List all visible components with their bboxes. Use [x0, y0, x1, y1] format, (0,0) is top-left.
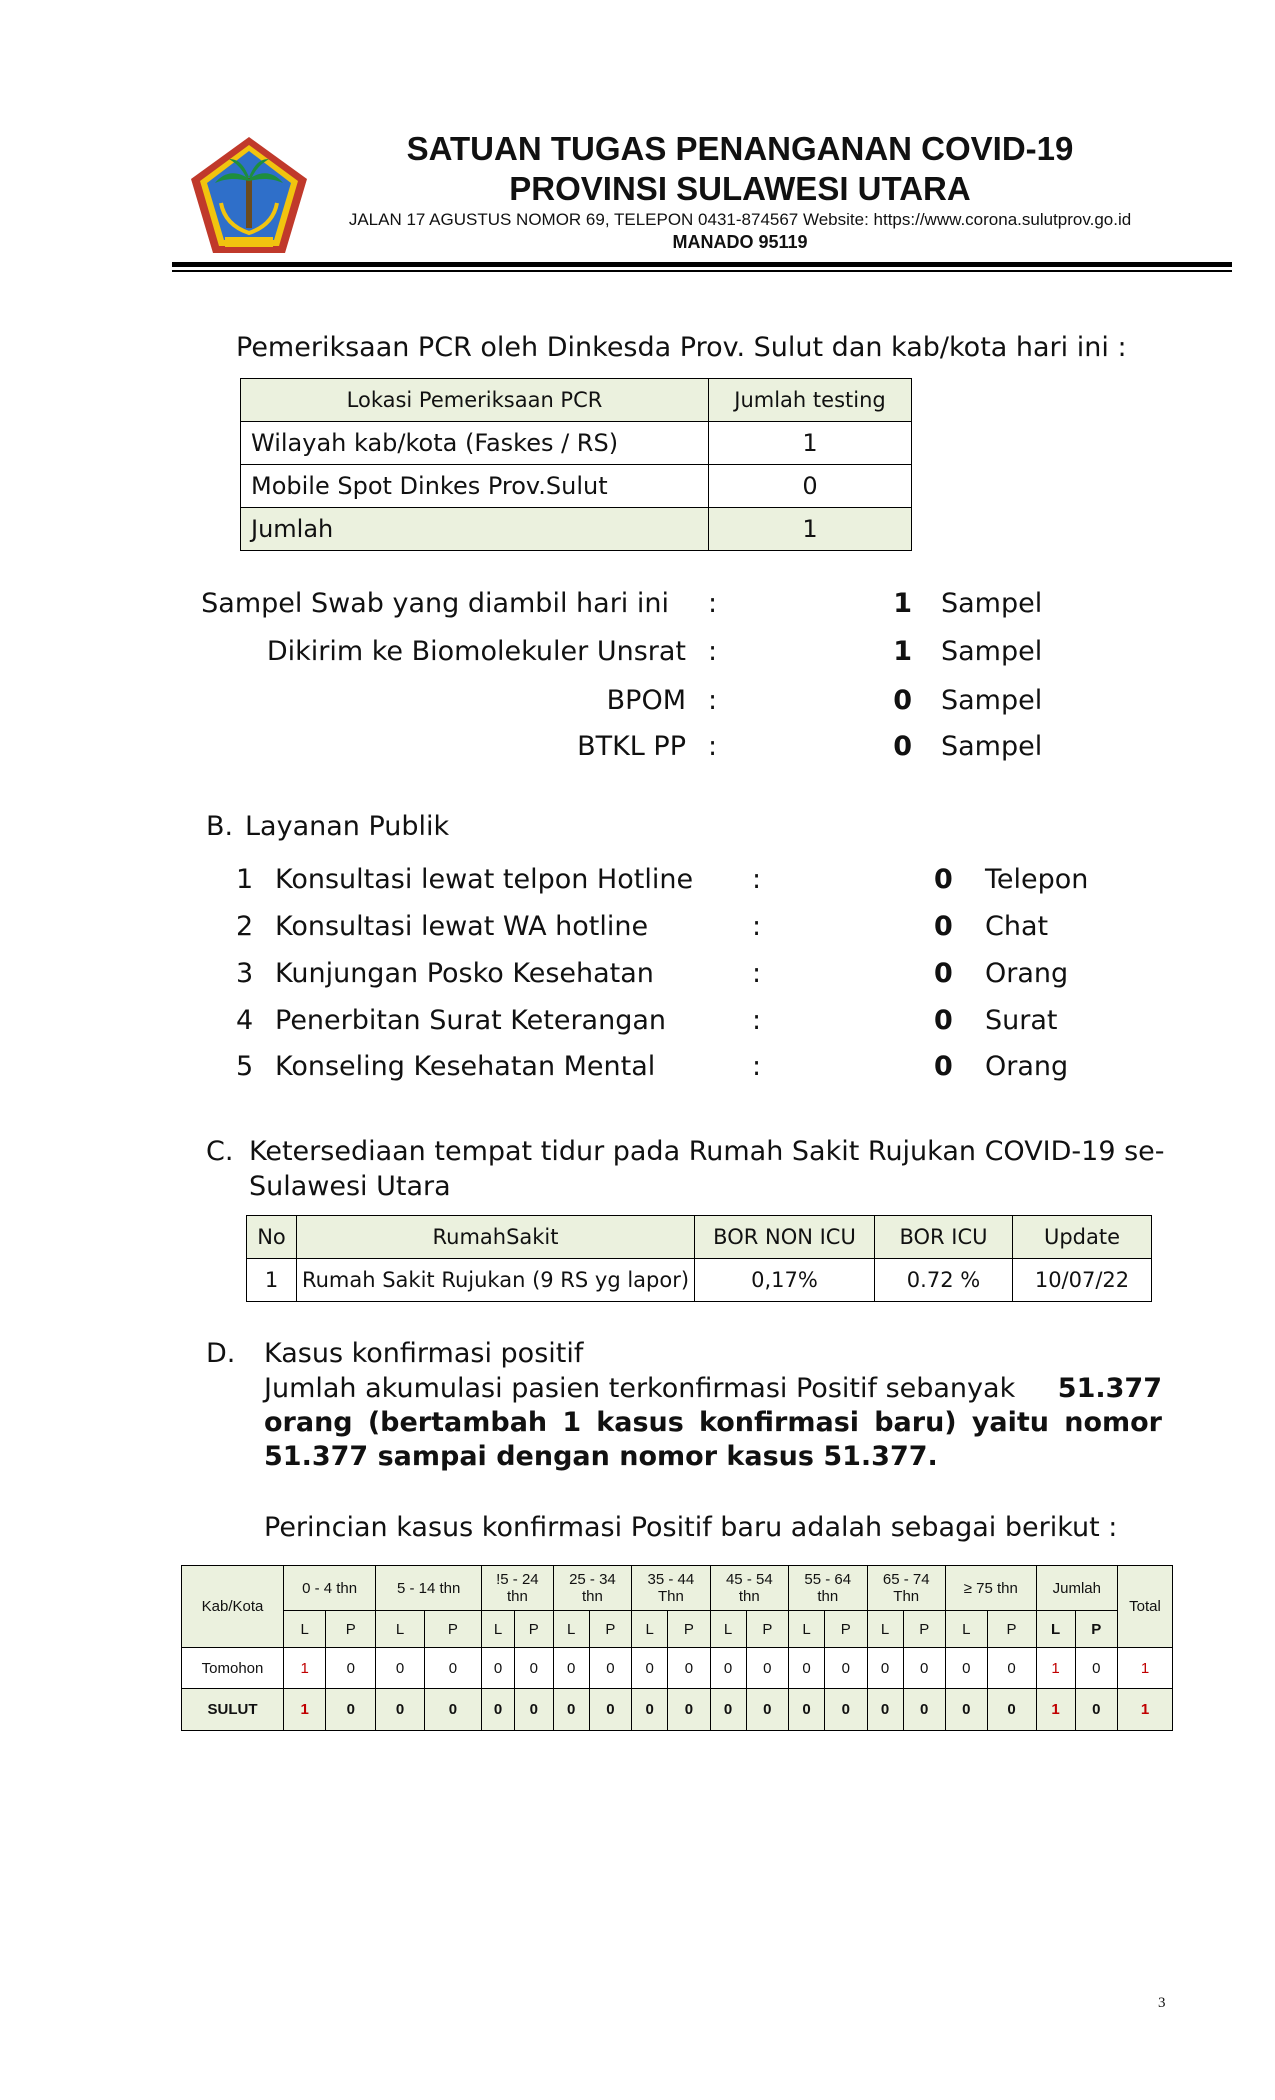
- page-number: 3: [1158, 1995, 1166, 2011]
- pcr-row-label: Wilayah kab/kota (Faskes / RS): [241, 422, 709, 465]
- layanan-colon: :: [752, 864, 762, 895]
- case-cell: 0: [424, 1689, 481, 1731]
- case-cell: 1: [1036, 1648, 1075, 1689]
- case-col-age-group: [867, 1566, 945, 1611]
- case-cell: 0: [668, 1648, 710, 1689]
- case-col-sex: P: [903, 1611, 945, 1648]
- case-cell: 0: [987, 1689, 1036, 1731]
- case-col-sex: P: [424, 1611, 481, 1648]
- sample-value: 1: [893, 588, 912, 619]
- age-group-label: ≥ 75 thn: [963, 1579, 1018, 1597]
- layanan-value: 0: [934, 958, 953, 989]
- case-col-age-group: [482, 1566, 554, 1611]
- pcr-heading: Pemeriksaan PCR oleh Dinkesda Prov. Sulut dan kab/kota hari ini :: [236, 332, 1127, 363]
- sample-unit: Sampel: [941, 685, 1043, 716]
- kasus-total: 51.377: [1057, 1373, 1162, 1404]
- case-col-sex: P: [589, 1611, 631, 1648]
- sample-label: BPOM: [606, 685, 686, 716]
- table-row: [182, 1689, 1173, 1731]
- pcr-col-location: Lokasi Pemeriksaan PCR: [241, 379, 709, 422]
- pcr-col-count: Jumlah testing: [709, 379, 912, 422]
- age-group-label: 35 - 44: [647, 1571, 695, 1588]
- case-cell: 0: [1075, 1689, 1117, 1731]
- case-cell: 0: [424, 1648, 481, 1689]
- case-col-sex: P: [746, 1611, 788, 1648]
- case-col-sex: L: [945, 1611, 987, 1648]
- case-cell: 0: [553, 1648, 589, 1689]
- layanan-label: Konsultasi lewat telpon Hotline: [275, 864, 694, 895]
- case-row-total: 1: [1118, 1648, 1173, 1689]
- sample-unit: Sampel: [941, 588, 1043, 619]
- case-col-sex: P: [326, 1611, 376, 1648]
- bed-cell-no: 1: [247, 1259, 297, 1302]
- pcr-row-label: Jumlah: [241, 508, 709, 551]
- age-group-label: thn: [506, 1588, 528, 1605]
- age-group-label: 65 - 74: [882, 1571, 930, 1588]
- bed-cell-bor-non-icu: 0,17%: [695, 1259, 875, 1302]
- case-cell: 0: [632, 1689, 668, 1731]
- layanan-colon: :: [752, 958, 762, 989]
- layanan-value: 0: [934, 911, 953, 942]
- case-cell: 0: [867, 1648, 903, 1689]
- case-col-sex: L: [1036, 1611, 1075, 1648]
- case-cell: 0: [326, 1689, 376, 1731]
- case-cell: 0: [589, 1648, 631, 1689]
- table-row: [241, 422, 912, 465]
- header-rule-thick: [172, 262, 1232, 267]
- case-cell: 0: [789, 1648, 825, 1689]
- kasus-paragraph-line3: 51.377 sampai dengan nomor kasus 51.377.: [264, 1441, 938, 1472]
- case-cell: 0: [710, 1689, 746, 1731]
- pcr-table: [240, 378, 912, 551]
- case-col-sex: L: [632, 1611, 668, 1648]
- sample-unit: Sampel: [941, 731, 1043, 762]
- case-cell: 0: [514, 1689, 553, 1731]
- pcr-row-value: 1: [709, 508, 912, 551]
- layanan-value: 0: [934, 1051, 953, 1082]
- layanan-colon: :: [752, 1051, 762, 1082]
- case-col-sex: L: [482, 1611, 515, 1648]
- case-col-sex: L: [867, 1611, 903, 1648]
- case-row-total: 1: [1118, 1689, 1173, 1731]
- pcr-header-row: [241, 379, 912, 422]
- age-group-label: !5 - 24: [496, 1571, 539, 1588]
- layanan-label: Penerbitan Surat Keterangan: [275, 1005, 667, 1036]
- table-row: [182, 1648, 1173, 1689]
- kasus-paragraph-line2: orang (bertambah 1 kasus konfirmasi baru) yaitu nomor: [264, 1407, 1162, 1438]
- case-col-sex: P: [514, 1611, 553, 1648]
- age-group-label: 0 - 4 thn: [302, 1579, 358, 1597]
- case-row-name: Tomohon: [182, 1648, 284, 1689]
- layanan-unit: Surat: [985, 1005, 1058, 1036]
- kasus-paragraph-text: Jumlah akumulasi pasien terkonfirmasi Positif sebanyak: [264, 1373, 1016, 1404]
- bed-col-no: No: [247, 1216, 297, 1259]
- case-cell: 0: [825, 1689, 867, 1731]
- case-cell: 0: [867, 1689, 903, 1731]
- case-cell: 0: [482, 1648, 515, 1689]
- case-cell: 1: [1036, 1689, 1075, 1731]
- case-col-kab: Kab/Kota: [182, 1566, 284, 1648]
- table-row: [247, 1259, 1152, 1302]
- section-b-letter: B.: [206, 811, 234, 842]
- pcr-row-value: 0: [709, 465, 912, 508]
- section-d-title: Kasus konfirmasi positif: [264, 1338, 584, 1369]
- age-group-label: thn: [817, 1588, 839, 1605]
- case-table: [181, 1565, 1173, 1731]
- case-col-sex: L: [553, 1611, 589, 1648]
- header-city: MANADO 95119: [672, 232, 808, 252]
- age-group-label: thn: [581, 1588, 603, 1605]
- sample-label: BTKL PP: [577, 731, 686, 762]
- layanan-no: 2: [236, 911, 254, 942]
- case-col-total: Total: [1118, 1566, 1173, 1648]
- case-cell: 0: [710, 1648, 746, 1689]
- age-group-label: thn: [738, 1588, 760, 1605]
- case-cell: 1: [284, 1689, 326, 1731]
- sample-unit: Sampel: [941, 636, 1043, 667]
- layanan-no: 3: [236, 958, 254, 989]
- header-address: JALAN 17 AGUSTUS NOMOR 69, TELEPON 0431-874567 Website: https://www.corona.sulutprov.go.id: [348, 210, 1132, 229]
- layanan-label: Kunjungan Posko Kesehatan: [275, 958, 654, 989]
- sample-colon: :: [708, 685, 718, 716]
- section-c-title-line1: Ketersediaan tempat tidur pada Rumah Sakit Rujukan COVID-19 se-: [249, 1136, 1165, 1167]
- case-col-sex: L: [710, 1611, 746, 1648]
- sample-colon: :: [708, 588, 718, 619]
- case-col-age-group: [710, 1566, 788, 1611]
- case-col-age-group: [789, 1566, 867, 1611]
- table-row: [241, 465, 912, 508]
- age-group-label: 55 - 64: [804, 1571, 852, 1588]
- case-col-age-group: [553, 1566, 631, 1611]
- case-col-age-group: [632, 1566, 710, 1611]
- case-header-age-row: [182, 1566, 1173, 1611]
- pcr-row-value: 1: [709, 422, 912, 465]
- layanan-value: 0: [934, 1005, 953, 1036]
- sample-value: 0: [893, 685, 912, 716]
- case-cell: 0: [945, 1648, 987, 1689]
- age-group-label: Thn: [893, 1588, 920, 1605]
- case-col-sex: P: [1075, 1611, 1117, 1648]
- case-row-name: SULUT: [182, 1689, 284, 1731]
- kasus-perincian: Perincian kasus konfirmasi Positif baru adalah sebagai berikut :: [264, 1512, 1118, 1543]
- case-col-age-group: [284, 1566, 376, 1611]
- bed-col-hospital: RumahSakit: [297, 1216, 695, 1259]
- case-cell: 0: [589, 1689, 631, 1731]
- province-logo: [185, 133, 313, 261]
- case-cell: 0: [746, 1648, 788, 1689]
- case-cell: 0: [903, 1648, 945, 1689]
- bed-cell-update: 10/07/22: [1013, 1259, 1152, 1302]
- case-cell: 0: [632, 1648, 668, 1689]
- section-c-letter: C.: [206, 1136, 234, 1167]
- age-group-label: Jumlah: [1052, 1579, 1101, 1597]
- case-col-sex: L: [376, 1611, 425, 1648]
- bed-col-update: Update: [1013, 1216, 1152, 1259]
- sample-label: Sampel Swab yang diambil hari ini: [201, 588, 669, 619]
- table-row: [241, 508, 912, 551]
- layanan-unit: Orang: [985, 958, 1069, 989]
- sample-colon: :: [708, 636, 718, 667]
- case-header-sex-row: [182, 1611, 1173, 1648]
- layanan-unit: Chat: [985, 911, 1049, 942]
- layanan-no: 1: [236, 864, 254, 895]
- case-col-age-group: [376, 1566, 482, 1611]
- case-cell: 0: [945, 1689, 987, 1731]
- sample-value: 0: [893, 731, 912, 762]
- age-group-label: Thn: [657, 1588, 684, 1605]
- age-group-label: 25 - 34: [569, 1571, 616, 1588]
- section-c-title-line2: Sulawesi Utara: [249, 1171, 451, 1202]
- sample-value: 1: [893, 636, 912, 667]
- layanan-unit: Orang: [985, 1051, 1069, 1082]
- kasus-paragraph-line1: [264, 1373, 1162, 1404]
- case-cell: 1: [284, 1648, 326, 1689]
- age-group-label: 45 - 54: [725, 1571, 773, 1588]
- case-cell: 0: [376, 1689, 425, 1731]
- bed-col-bor-non-icu: BOR NON ICU: [695, 1216, 875, 1259]
- case-col-sex: L: [789, 1611, 825, 1648]
- case-cell: 0: [903, 1689, 945, 1731]
- bed-table: [246, 1215, 1152, 1302]
- age-group-label: 5 - 14 thn: [396, 1579, 461, 1597]
- case-col-sex: P: [987, 1611, 1036, 1648]
- layanan-unit: Telepon: [985, 864, 1089, 895]
- case-cell: 0: [746, 1689, 788, 1731]
- layanan-no: 4: [236, 1005, 254, 1036]
- case-cell: 0: [789, 1689, 825, 1731]
- bed-header-row: [247, 1216, 1152, 1259]
- section-b-title: Layanan Publik: [245, 811, 450, 842]
- case-cell: 0: [482, 1689, 515, 1731]
- case-cell: 0: [514, 1648, 553, 1689]
- case-cell: 0: [825, 1648, 867, 1689]
- sample-colon: :: [708, 731, 718, 762]
- layanan-label: Konseling Kesehatan Mental: [275, 1051, 656, 1082]
- case-cell: 0: [376, 1648, 425, 1689]
- case-col-age-group: [1036, 1566, 1117, 1611]
- pcr-row-label: Mobile Spot Dinkes Prov.Sulut: [241, 465, 709, 508]
- bed-col-bor-icu: BOR ICU: [875, 1216, 1013, 1259]
- layanan-no: 5: [236, 1051, 254, 1082]
- bed-cell-hospital: Rumah Sakit Rujukan (9 RS yg lapor): [297, 1259, 695, 1302]
- section-d-letter: D.: [206, 1338, 236, 1369]
- case-cell: 0: [668, 1689, 710, 1731]
- case-col-sex: L: [284, 1611, 326, 1648]
- layanan-value: 0: [934, 864, 953, 895]
- case-col-sex: P: [668, 1611, 710, 1648]
- case-cell: 0: [1075, 1648, 1117, 1689]
- layanan-colon: :: [752, 1005, 762, 1036]
- sample-label: Dikirim ke Biomolekuler Unsrat: [266, 636, 686, 667]
- case-cell: 0: [553, 1689, 589, 1731]
- header-subtitle: PROVINSI SULAWESI UTARA: [509, 170, 971, 207]
- header-title: SATUAN TUGAS PENANGANAN COVID-19: [406, 130, 1074, 167]
- case-cell: 0: [326, 1648, 376, 1689]
- case-col-age-group: [945, 1566, 1036, 1611]
- header-rule-thin: [172, 270, 1232, 272]
- layanan-label: Konsultasi lewat WA hotline: [275, 911, 649, 942]
- case-cell: 0: [987, 1648, 1036, 1689]
- bed-cell-bor-icu: 0.72 %: [875, 1259, 1013, 1302]
- case-col-sex: P: [825, 1611, 867, 1648]
- layanan-colon: :: [752, 911, 762, 942]
